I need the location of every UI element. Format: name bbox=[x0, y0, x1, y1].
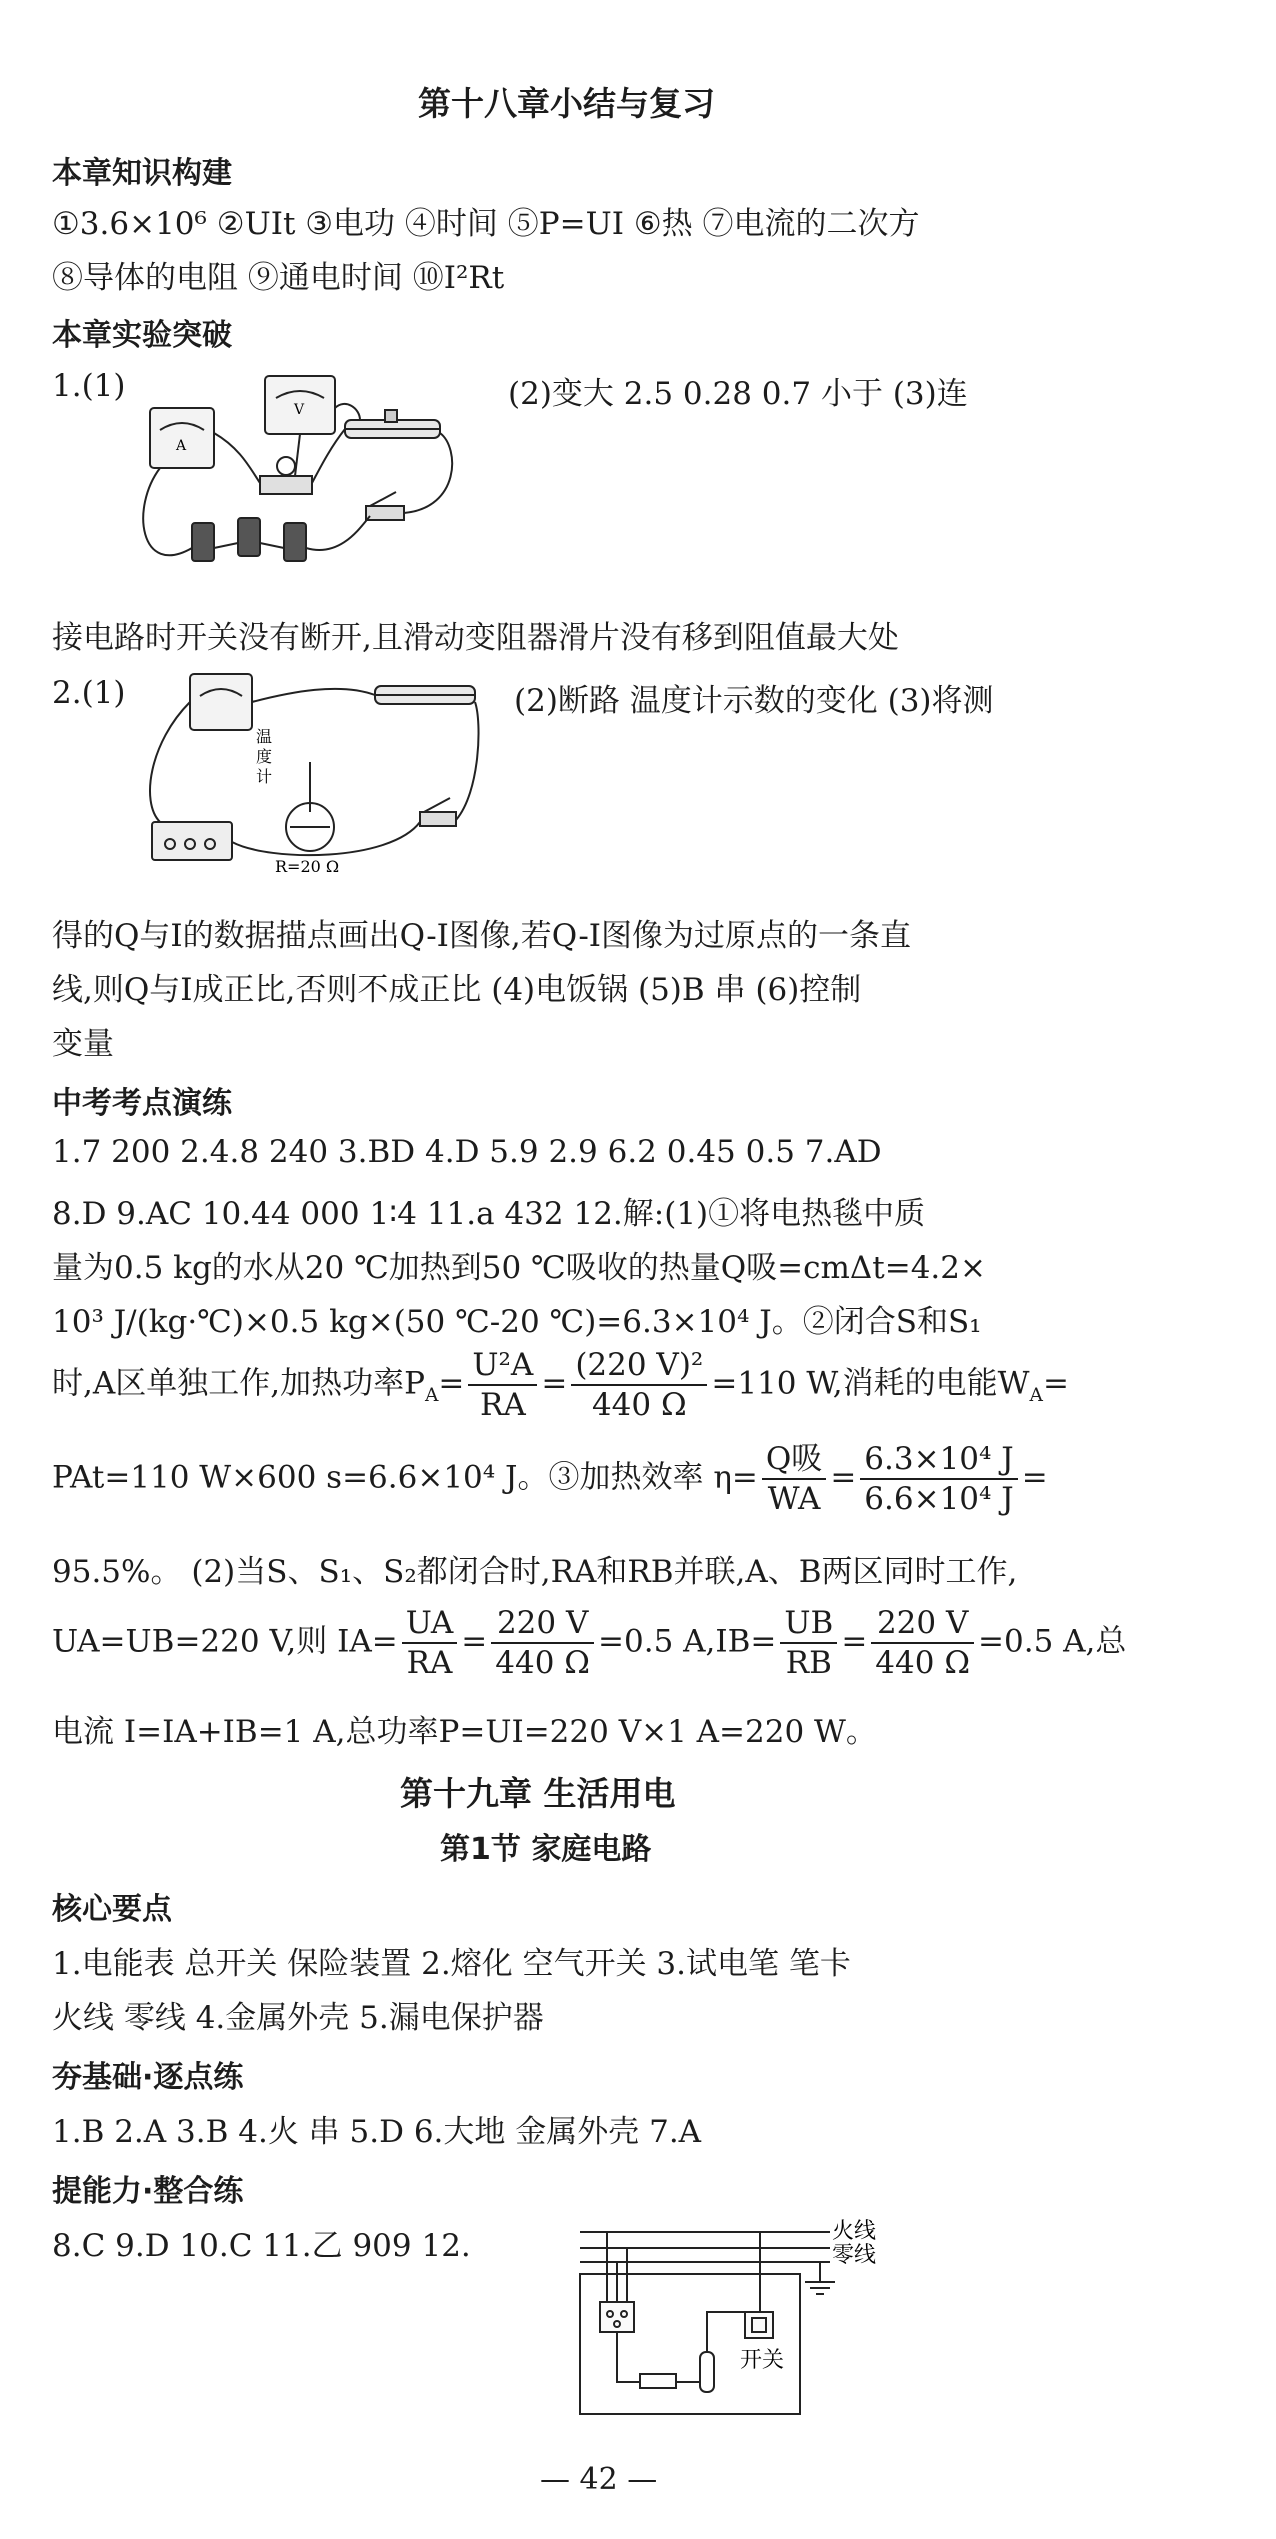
fraction: $\frac{UB}{RB}$ bbox=[780, 1606, 837, 1680]
voltmeter-label: V bbox=[294, 402, 305, 418]
thermometer-label-3: 计 bbox=[256, 767, 273, 786]
fraction: $\frac{220 V}{440 \Omega}$ bbox=[871, 1606, 974, 1680]
exam-line-5: 时,A区单独工作,加热功率$P_A=$ $\frac{\text{U²A}}{RA}$ = $\frac{\text{(220 V)²}}{440 \Omega}$ =110 W,消耗的电能$W_A=$ bbox=[52, 1347, 1069, 1424]
page-number: — 42 — bbox=[540, 2462, 658, 2497]
experiment-heading: 本章实验突破 bbox=[52, 318, 232, 353]
q2-line-3: 得的Q与I的数据描点画出Q-I图像,若Q-I图像为过原点的一条直 bbox=[52, 918, 912, 954]
fraction: $\frac{UA}{RA}$ bbox=[402, 1606, 458, 1680]
ability-heading: 提能力·整合练 bbox=[52, 2174, 244, 2209]
chapter-18-title: 第十八章小结与复习 bbox=[418, 84, 715, 123]
q2-number: 2.(1) bbox=[52, 675, 126, 711]
circuit-figure-2 bbox=[130, 662, 490, 882]
chapter-19-title: 第十九章 生活用电 bbox=[400, 1774, 676, 1813]
core-heading: 核心要点 bbox=[52, 1892, 172, 1927]
household-circuit-figure bbox=[580, 2219, 890, 2422]
section-title: 第1节 家庭电路 bbox=[440, 1832, 652, 1867]
exam-line-3: 量为0.5 kg的水从20 ℃加热到50 ℃吸收的热量Q吸=cmΔt=4.2× bbox=[52, 1250, 986, 1286]
q1-number: 1.(1) bbox=[52, 368, 126, 404]
resistor-label: R=20 Ω bbox=[275, 857, 340, 876]
fraction: $\frac{\text{Q吸}}{WA}$ bbox=[762, 1442, 826, 1516]
ammeter-label: A bbox=[176, 438, 187, 454]
thermometer-label-2: 度 bbox=[256, 747, 273, 766]
q1-answer: (2)变大 2.5 0.28 0.7 小于 (3)连 bbox=[508, 376, 968, 412]
q2-answer: (2)断路 温度计示数的变化 (3)将测 bbox=[514, 683, 994, 719]
switch-label: 开关 bbox=[740, 2348, 785, 2373]
fraction: $\frac{\text{U²A}}{RA}$ bbox=[468, 1348, 537, 1422]
neutral-wire-label: 零线 bbox=[832, 2243, 877, 2268]
live-wire-label: 火线 bbox=[832, 2219, 877, 2244]
core-line-1: 1.电能表 总开关 保险装置 2.熔化 空气开关 3.试电笔 笔卡 bbox=[52, 1946, 851, 1982]
thermometer-label-1: 温 bbox=[256, 727, 273, 746]
exam-line-6: PAt=110 W×600 s=6.6×10⁴ J。③加热效率 η= $\frac{\text{Q吸}}{WA}$ = $\frac{\text{6.3×10⁴ J}}{\text{6.6×10⁴ J}}$ = bbox=[52, 1441, 1048, 1518]
exam-line-8: UA=UB=220 V,则 IA= $\frac{UA}{RA}$ = $\frac{220 V}{440 \Omega}$ =0.5 A,IB= $\frac{UB}{RB}$ = $\frac{220 V}{440 \Omega}$ =0.5 A,总 bbox=[52, 1605, 1127, 1682]
exam-line-1: 1.7 200 2.4.8 240 3.BD 4.D 5.9 2.9 6.2 0.45 0.5 7.AD bbox=[52, 1134, 882, 1170]
q2-line-5: 变量 bbox=[52, 1026, 114, 1062]
circuit-figure-1 bbox=[130, 358, 480, 588]
ability-line-1: 8.C 9.D 10.C 11.乙 909 12. bbox=[52, 2228, 471, 2264]
basic-line-1: 1.B 2.A 3.B 4.火 串 5.D 6.大地 金属外壳 7.A bbox=[52, 2114, 702, 2150]
fraction: $\frac{220 V}{440 \Omega}$ bbox=[491, 1606, 594, 1680]
fraction: $\frac{\text{(220 V)²}}{440 \Omega}$ bbox=[571, 1348, 707, 1422]
knowledge-line-2: ⑧导体的电阻 ⑨通电时间 ⑩I²Rt bbox=[52, 260, 505, 296]
exam-line-7: 95.5%。 (2)当S、S₁、S₂都闭合时,RA和RB并联,A、B两区同时工作, bbox=[52, 1554, 1018, 1590]
exam-line-4: 10³ J/(kg·℃)×0.5 kg×(50 ℃-20 ℃)=6.3×10⁴ J。②闭合S和S₁ bbox=[52, 1304, 982, 1340]
knowledge-line-1: ①3.6×10⁶ ②UIt ③电功 ④时间 ⑤P=UI ⑥热 ⑦电流的二次方 bbox=[52, 206, 920, 242]
q2-line-4: 线,则Q与I成正比,否则不成正比 (4)电饭锅 (5)B 串 (6)控制 bbox=[52, 972, 862, 1008]
exam-line-2: 8.D 9.AC 10.44 000 1∶4 11.a 432 12.解:(1)①将电热毯中质 bbox=[52, 1196, 926, 1232]
exam-line-9: 电流 I=IA+IB=1 A,总功率P=UI=220 V×1 A=220 W。 bbox=[52, 1714, 877, 1750]
basic-heading: 夯基础·逐点练 bbox=[52, 2060, 244, 2095]
knowledge-heading: 本章知识构建 bbox=[52, 156, 232, 191]
fraction: $\frac{\text{6.3×10⁴ J}}{\text{6.6×10⁴ J}}$ bbox=[860, 1442, 1017, 1516]
exam-heading: 中考考点演练 bbox=[52, 1086, 232, 1121]
q1-continuation: 接电路时开关没有断开,且滑动变阻器滑片没有移到阻值最大处 bbox=[52, 620, 899, 656]
core-line-2: 火线 零线 4.金属外壳 5.漏电保护器 bbox=[52, 2000, 544, 2036]
